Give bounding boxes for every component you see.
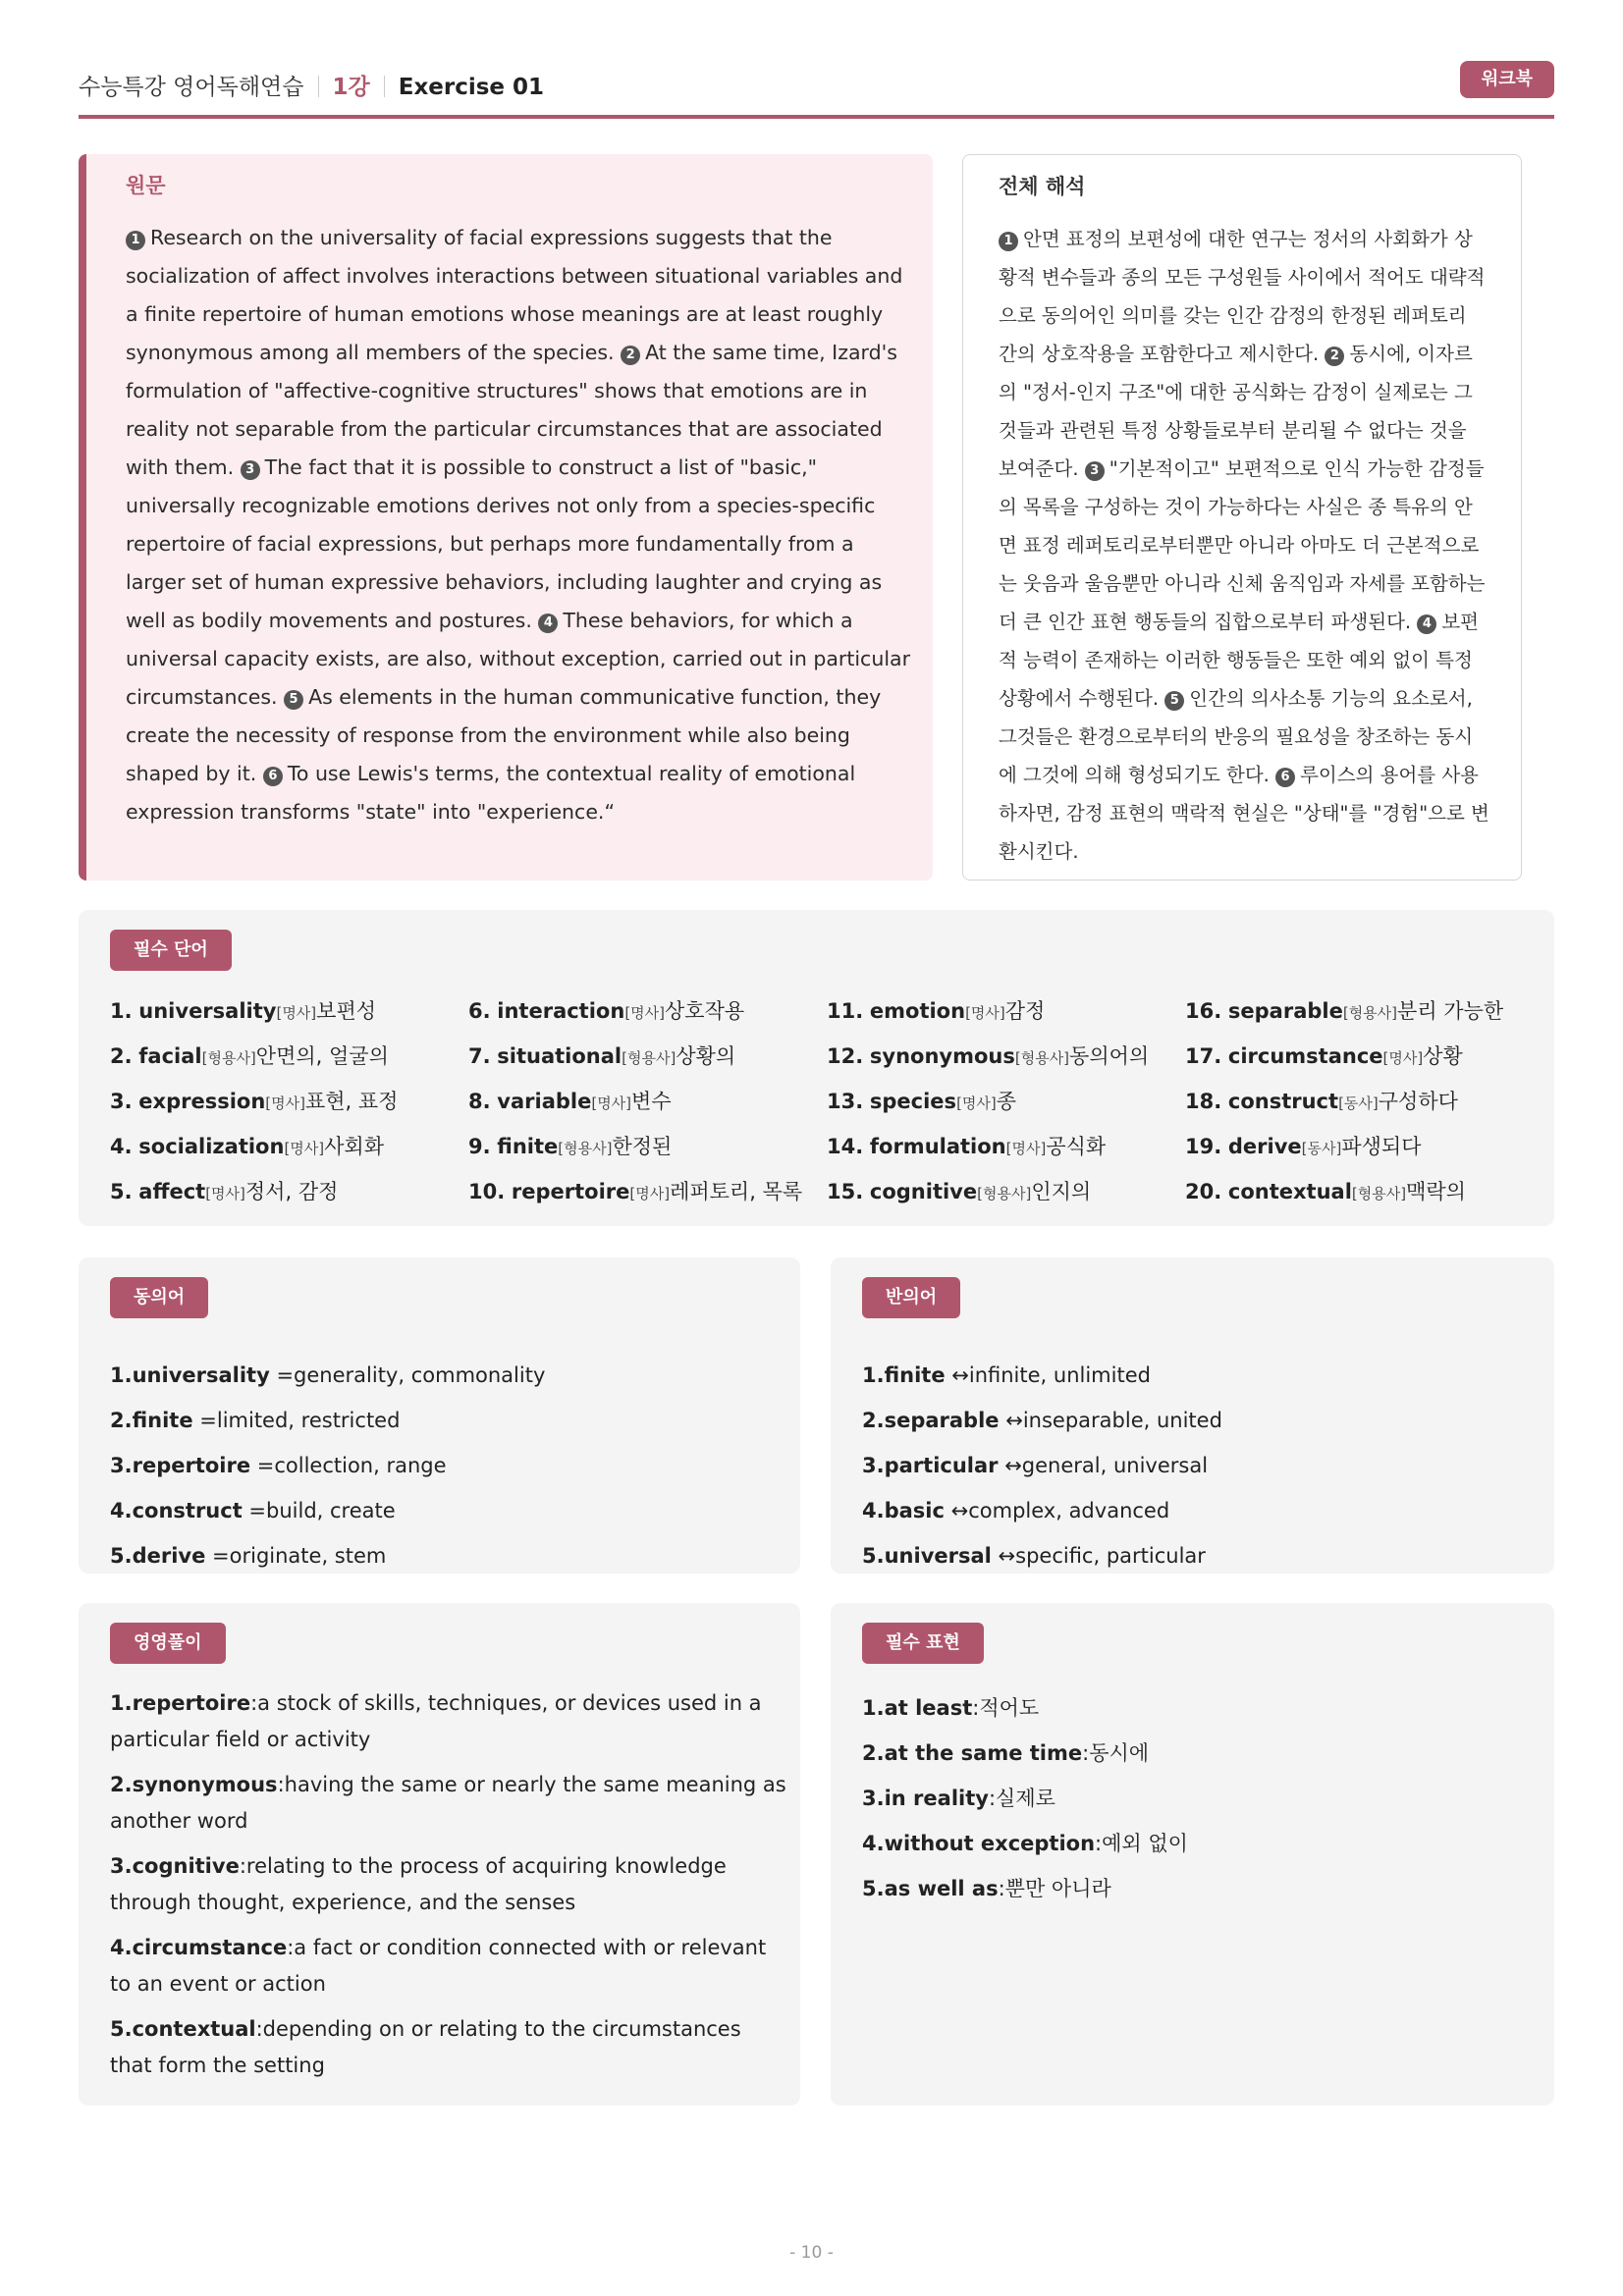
lesson-number: 1강 — [332, 75, 370, 100]
vocab-item — [827, 1176, 1180, 1221]
vocab-pos: [명사] — [624, 1004, 665, 1022]
vocab-word: situational — [497, 1044, 622, 1068]
definition-item — [110, 1848, 787, 1921]
vocab-meaning: 변수 — [631, 1090, 672, 1113]
vocab-word: separable — [1227, 999, 1343, 1023]
vocab-meaning: 레퍼토리, 목록 — [670, 1180, 803, 1203]
antonym-item-word: 1.finite — [862, 1363, 946, 1387]
vocab-meaning: 구성하다 — [1378, 1090, 1458, 1113]
vocab-pos: [형용사] — [1014, 1049, 1070, 1067]
vocab-pos: [명사] — [1382, 1049, 1424, 1067]
vocab-word: formulation — [869, 1135, 1006, 1158]
vocab-column — [468, 995, 822, 1221]
vocab-number: 9. — [468, 1135, 491, 1158]
sentence-number-icon: 4 — [1417, 614, 1436, 634]
vocab-pos: [명사] — [1005, 1140, 1047, 1157]
definition-item-word: 4.circumstance — [110, 1936, 288, 1959]
header-divider — [318, 76, 319, 97]
expression-item-text: :뿐만 아니라 — [998, 1877, 1111, 1900]
definitions-section — [79, 1603, 800, 2106]
antonyms-list — [862, 1353, 1222, 1578]
page-number: - 10 - — [789, 2243, 834, 2263]
vocab-meaning: 감정 — [1004, 999, 1046, 1023]
definition-item-word: 5.contextual — [110, 2017, 256, 2041]
sentence-text: To use Lewis's terms, the contextual reality of emotional expression transforms "state" into "experience.“ — [126, 762, 856, 824]
vocab-pos: [형용사] — [977, 1185, 1032, 1202]
vocab-number: 10. — [468, 1180, 506, 1203]
vocab-pos: [명사] — [205, 1185, 245, 1202]
antonym-item-word: 3.particular — [862, 1454, 999, 1477]
vocab-word: cognitive — [869, 1180, 978, 1203]
synonym-item — [110, 1398, 545, 1443]
antonym-item-text: ↔specific, particular — [991, 1544, 1206, 1568]
vocab-pos: [명사] — [276, 1004, 317, 1022]
synonym-item-word: 1.universality — [110, 1363, 270, 1387]
vocab-word: interaction — [497, 999, 625, 1023]
synonym-item-text: =build, create — [242, 1499, 396, 1522]
vocab-word: variable — [497, 1090, 592, 1113]
vocab-number: 19. — [1185, 1135, 1222, 1158]
synonym-item-text: =generality, commonality — [269, 1363, 546, 1387]
expression-item-word: 3.in reality — [862, 1787, 989, 1810]
passage-label: 원문 — [126, 174, 166, 197]
sentence-text: At the same time, Izard's formulation of "affective-cognitive structures" shows that emotions are in reality not separable from the particular circumstances that are associated with them. — [126, 341, 897, 479]
sentence-number-icon: 2 — [1325, 347, 1344, 366]
passage-text — [126, 219, 911, 831]
synonym-item-text: =collection, range — [250, 1454, 447, 1477]
vocab-word: socialization — [138, 1135, 285, 1158]
sentence-text: These behaviors, for which a universal capacity exists, are also, without exception, carried out in particular circumstances. — [126, 609, 911, 709]
vocab-column — [1185, 995, 1539, 1221]
expression-item-word: 5.as well as — [862, 1877, 999, 1900]
synonyms-list — [110, 1353, 545, 1578]
sentence-number-icon: 6 — [1275, 768, 1295, 787]
vocab-number: 20. — [1185, 1180, 1222, 1203]
antonym-item-text: ↔complex, advanced — [944, 1499, 1170, 1522]
vocab-item — [827, 995, 1180, 1041]
workbook-badge: 워크북 — [1460, 61, 1554, 98]
vocab-meaning: 표현, 표정 — [304, 1090, 399, 1113]
vocab-number: 6. — [468, 999, 491, 1023]
vocab-word: circumstance — [1227, 1044, 1383, 1068]
synonym-item-word: 4.construct — [110, 1499, 243, 1522]
synonym-item — [110, 1533, 545, 1578]
expression-item-word: 4.without exception — [862, 1832, 1096, 1855]
vocab-pos: [명사] — [265, 1095, 305, 1112]
expressions-label: 필수 표현 — [862, 1623, 984, 1664]
vocab-pos: [명사] — [284, 1140, 325, 1157]
vocab-column — [110, 995, 463, 1221]
vocab-word: affect — [138, 1180, 206, 1203]
sentence-text: As elements in the human communicative function, they create the necessity of response from the environment while also being shaped by it. — [126, 685, 882, 785]
expression-item — [862, 1821, 1188, 1866]
antonym-item — [862, 1533, 1222, 1578]
definition-item — [110, 1930, 787, 2002]
antonym-item-text: ↔general, universal — [998, 1454, 1209, 1477]
header-title-line — [79, 69, 544, 101]
vocab-item — [1185, 995, 1539, 1041]
vocab-item — [827, 1086, 1180, 1131]
expression-item — [862, 1731, 1188, 1776]
vocab-number: 13. — [827, 1090, 864, 1113]
vocab-word: derive — [1227, 1135, 1302, 1158]
vocab-word: repertoire — [511, 1180, 630, 1203]
vocab-pos: [형용사] — [558, 1140, 613, 1157]
exercise-title: Exercise 01 — [398, 75, 545, 100]
sentence-text: The fact that it is possible to construct a list of "basic," universally recognizable emotions derives not only from a species-specific repertoire of facial expressions, but perhaps more fundamentally from a larger set of human expressive behaviors, including laughter and crying as well as bodily movements and postures. — [126, 455, 883, 632]
vocab-item — [468, 1131, 822, 1176]
header-rule — [79, 115, 1554, 119]
sentence-text: 인간의 의사소통 기능의 요소로서, 그것들은 환경으로부터의 반응의 필요성을 창조하는 동시에 그것에 의해 형성되기도 한다. — [999, 687, 1474, 786]
vocab-word: synonymous — [869, 1044, 1015, 1068]
vocab-item — [1185, 1086, 1539, 1131]
translation-label: 전체 해석 — [999, 175, 1086, 198]
sentence-number-icon: 5 — [1164, 691, 1184, 711]
expressions-section — [831, 1603, 1554, 2106]
vocab-item — [1185, 1176, 1539, 1221]
sentence-number-icon: 4 — [538, 614, 558, 633]
vocab-item — [468, 995, 822, 1041]
expression-item — [862, 1685, 1188, 1731]
synonym-item-text: =limited, restricted — [192, 1409, 401, 1432]
vocab-pos: [명사] — [965, 1004, 1005, 1022]
vocab-number: 5. — [110, 1180, 133, 1203]
vocab-word: universality — [138, 999, 277, 1023]
vocab-item — [110, 995, 463, 1041]
definition-item-word: 1.repertoire — [110, 1691, 251, 1715]
synonym-item-word: 3.repertoire — [110, 1454, 251, 1477]
expression-item-text: :적어도 — [972, 1696, 1040, 1720]
vocab-item — [110, 1176, 463, 1221]
vocab-meaning: 맥락의 — [1406, 1180, 1466, 1203]
vocab-item — [468, 1176, 822, 1221]
vocab-number: 14. — [827, 1135, 864, 1158]
vocab-number: 11. — [827, 999, 864, 1023]
sentence-number-icon: 5 — [284, 690, 303, 710]
expressions-list — [862, 1685, 1188, 1911]
vocab-number: 16. — [1185, 999, 1222, 1023]
vocab-pos: [명사] — [591, 1095, 632, 1112]
antonym-item-word: 2.separable — [862, 1409, 1000, 1432]
definition-item — [110, 1767, 787, 1840]
sentence-text: 동시에, 이자르의 "정서-인지 구조"에 대한 공식화는 감정이 실제로는 그것들과 관련된 특정 상황들로부터 분리될 수 없다는 것을 보여준다. — [999, 343, 1473, 480]
vocab-column — [827, 995, 1180, 1221]
antonym-item — [862, 1398, 1222, 1443]
definition-item-text: :a stock of skills, techniques, or devices used in a particular field or activity — [110, 1691, 762, 1751]
definition-item-text: :relating to the process of acquiring knowledge through thought, experience, and the senses — [110, 1854, 727, 1914]
synonym-item — [110, 1488, 545, 1533]
vocab-item — [827, 1041, 1180, 1086]
vocab-word: contextual — [1227, 1180, 1352, 1203]
antonym-item — [862, 1488, 1222, 1533]
synonyms-label: 동의어 — [110, 1277, 208, 1318]
synonym-item — [110, 1443, 545, 1488]
vocab-meaning: 사회화 — [324, 1135, 384, 1158]
vocab-pos: [형용사] — [622, 1049, 676, 1067]
synonym-item-word: 5.derive — [110, 1544, 206, 1568]
vocab-number: 7. — [468, 1044, 491, 1068]
antonym-item-text: ↔inseparable, united — [999, 1409, 1222, 1432]
definition-item — [110, 2011, 787, 2084]
vocab-pos: [명사] — [629, 1185, 671, 1202]
sentence-number-icon: 1 — [126, 231, 145, 250]
vocab-word: facial — [138, 1044, 202, 1068]
synonym-item — [110, 1353, 545, 1398]
vocab-meaning: 파생되다 — [1341, 1135, 1422, 1158]
expression-item — [862, 1776, 1188, 1821]
definition-item-text: :a fact or condition connected with or relevant to an event or action — [110, 1936, 767, 1996]
vocab-number: 12. — [827, 1044, 864, 1068]
synonyms-section — [79, 1257, 800, 1574]
vocab-word: expression — [138, 1090, 266, 1113]
vocab-meaning: 상호작용 — [665, 999, 745, 1023]
vocab-meaning: 상황 — [1423, 1044, 1463, 1068]
antonym-item-word: 5.universal — [862, 1544, 992, 1568]
vocab-meaning: 공식화 — [1046, 1135, 1107, 1158]
sentence-number-icon: 6 — [263, 767, 283, 786]
sentence-number-icon: 3 — [241, 460, 260, 480]
expression-item-word: 1.at least — [862, 1696, 973, 1720]
header-divider — [384, 76, 385, 97]
vocab-pos: [동사] — [1301, 1140, 1342, 1157]
sentence-number-icon: 1 — [999, 232, 1018, 251]
vocab-item — [110, 1131, 463, 1176]
sentence-text: 안면 표정의 보편성에 대한 연구는 정서의 사회화가 상황적 변수들과 종의 모든 구성원들 사이에서 적어도 대략적으로 동의어인 의미를 갖는 인간 감정의 한정된 레퍼토리 간의 상호작용을 포함한다고 제시한다. — [999, 228, 1486, 365]
definition-item — [110, 1685, 787, 1758]
vocab-pos: [형용사] — [1351, 1185, 1407, 1202]
vocab-meaning: 인지의 — [1031, 1180, 1092, 1203]
page-header — [79, 61, 1554, 116]
vocab-pos: [동사] — [1338, 1095, 1379, 1112]
vocab-pos: [형용사] — [1342, 1004, 1398, 1022]
antonym-item — [862, 1443, 1222, 1488]
vocab-word: construct — [1227, 1090, 1339, 1113]
expression-item-text: :동시에 — [1082, 1741, 1150, 1765]
definition-item-word: 3.cognitive — [110, 1854, 240, 1878]
vocab-word: species — [869, 1090, 957, 1113]
vocab-meaning: 안면의, 얼굴의 — [255, 1044, 389, 1068]
vocab-meaning: 상황의 — [676, 1044, 736, 1068]
vocab-item — [468, 1041, 822, 1086]
sentence-text: 보편적 능력이 존재하는 이러한 행동들은 또한 예외 없이 특정 상황에서 수행된다. — [999, 611, 1480, 710]
expression-item-word: 2.at the same time — [862, 1741, 1083, 1765]
synonym-item-word: 2.finite — [110, 1409, 193, 1432]
vocab-number: 2. — [110, 1044, 133, 1068]
antonym-item-text: ↔infinite, unlimited — [945, 1363, 1151, 1387]
vocab-meaning: 종 — [996, 1090, 1017, 1113]
antonyms-label: 반의어 — [862, 1277, 960, 1318]
vocab-item — [1185, 1131, 1539, 1176]
expression-item — [862, 1866, 1188, 1911]
sentence-text: "기본적이고" 보편적으로 인식 가능한 감정들의 목록을 구성하는 것이 가능하다는 사실은 종 특유의 안면 표정 레퍼토리로부터뿐만 아니라 아마도 더 근본적으로는 웃음과 울음뿐만 아니라 신체 움직임과 자세를 포함하는 더 큰 인간 표현 행동들의 집합으로부터 파생된다. — [999, 457, 1486, 633]
vocab-item — [110, 1086, 463, 1131]
antonyms-section — [831, 1257, 1554, 1574]
vocab-meaning: 동의어의 — [1069, 1044, 1150, 1068]
translation-panel — [962, 154, 1522, 881]
synonym-item-text: =originate, stem — [205, 1544, 387, 1568]
antonym-item-word: 4.basic — [862, 1499, 945, 1522]
expression-item-text: :예외 없이 — [1095, 1832, 1188, 1855]
vocab-number: 8. — [468, 1090, 491, 1113]
antonym-item — [862, 1353, 1222, 1398]
sentence-text: Research on the universality of facial expressions suggests that the socialization of affect involves interactions between situational variables and a finite repertoire of human emotions whose meanings are at least roughly synonymous among all members of the species. — [126, 226, 903, 364]
vocab-item — [1185, 1041, 1539, 1086]
sentence-number-icon: 2 — [621, 346, 640, 365]
vocab-item — [468, 1086, 822, 1131]
sentence-number-icon: 3 — [1085, 461, 1105, 481]
vocab-number: 4. — [110, 1135, 133, 1158]
original-passage-panel — [79, 154, 933, 881]
vocab-meaning: 정서, 감정 — [244, 1180, 339, 1203]
vocab-word: emotion — [869, 999, 966, 1023]
vocab-number: 1. — [110, 999, 133, 1023]
vocab-section — [79, 910, 1554, 1226]
vocab-label: 필수 단어 — [110, 930, 232, 971]
definition-item-text: :having the same or nearly the same meaning as another word — [110, 1773, 786, 1833]
vocab-pos: [명사] — [956, 1095, 997, 1112]
translation-text — [999, 220, 1489, 871]
vocab-number: 15. — [827, 1180, 864, 1203]
definitions-list — [110, 1685, 787, 2093]
vocab-meaning: 한정된 — [612, 1135, 673, 1158]
vocab-item — [110, 1041, 463, 1086]
definitions-label: 영영풀이 — [110, 1623, 226, 1664]
vocab-number: 17. — [1185, 1044, 1222, 1068]
vocab-meaning: 보편성 — [316, 999, 377, 1023]
definition-item-word: 2.synonymous — [110, 1773, 278, 1796]
vocab-word: finite — [497, 1135, 559, 1158]
vocab-number: 18. — [1185, 1090, 1222, 1113]
book-title: 수능특강 영어독해연습 — [79, 75, 304, 100]
vocab-meaning: 분리 가능한 — [1397, 999, 1504, 1023]
vocab-item — [827, 1131, 1180, 1176]
sentence-text: 루이스의 용어를 사용하자면, 감정 표현의 맥락적 현실은 "상태"를 "경험"으로 변환시킨다. — [999, 764, 1489, 863]
expression-item-text: :실제로 — [988, 1787, 1055, 1810]
vocab-number: 3. — [110, 1090, 133, 1113]
definition-item-text: :depending on or relating to the circumstances that form the setting — [110, 2017, 741, 2077]
vocab-pos: [형용사] — [201, 1049, 256, 1067]
